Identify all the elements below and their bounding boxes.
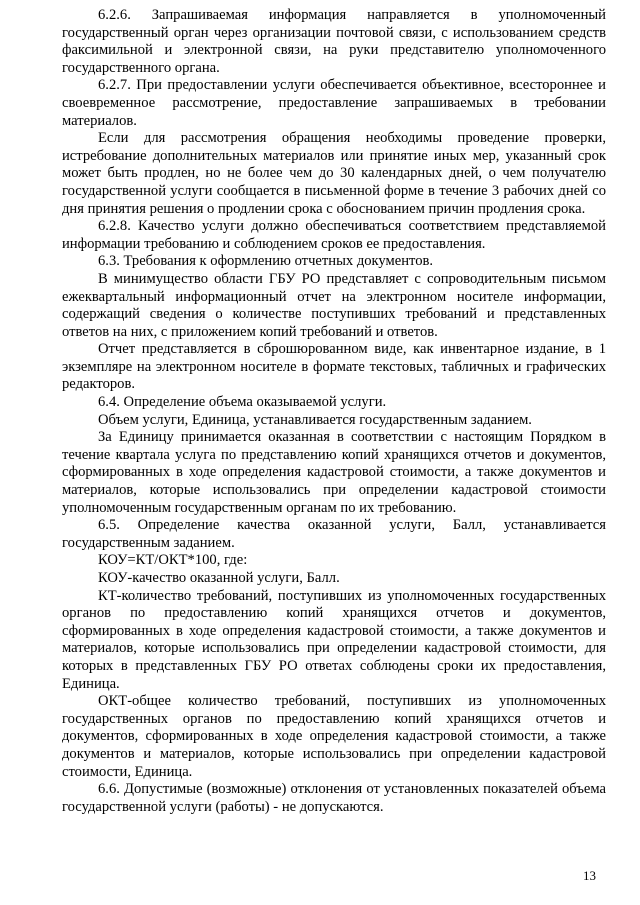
paragraph-6-4-heading: 6.4. Определение объема оказываемой услуги. <box>98 394 387 411</box>
page-number: 13 <box>583 868 596 883</box>
paragraph-6-3-heading: 6.3. Требования к оформлению отчетных документов. <box>98 253 434 270</box>
formula-kou: КОУ=КТ/ОКТ*100, где: <box>98 552 248 569</box>
paragraph-6-5: 6.5. Определение качества оказанной услуги, Балл, устанавливается государственным заданием. <box>62 517 606 551</box>
paragraph-6-2-7: 6.2.7. При предоставлении услуги обеспечивается объективное, всестороннее и своевременное рассмотрение, предоставление запрашиваемых в требовании материалов. <box>62 77 606 129</box>
definition-okt: ОКТ-общее количество требований, поступивших из уполномоченных государственных органов по предоставлению копий хранящихся отчетов и документов, сформированных в ходе определения кадастровой стоимости, а также документов и материалов, которые использовались при определении кадастровой стоимости, Единица. <box>62 693 606 780</box>
paragraph-report-submission: В минимущество области ГБУ РО представляет с сопроводительным письмом ежеквартальный информационный отчет на электронном носителе информации, содержащий сведения о количестве поступивших требований и представленных ответов на них, с приложением копий требований и ответов. <box>62 270 606 340</box>
paragraph-6-2-6: 6.2.6. Запрашиваемая информация направляется в уполномоченный государственный орган через организации почтовой связи, с использованием средств факсимильной и электронной связи, на руки представителю уполномоченного государственного органа. <box>62 7 606 76</box>
paragraph-report-format: Отчет представляется в сброшюрованном виде, как инвентарное издание, в 1 экземпляре на электронном носителе в формате текстовых, табличных и графических редакторов. <box>62 341 606 393</box>
paragraph-unit-definition: За Единицу принимается оказанная в соответствии с настоящим Порядком в течение квартала услуга по представлению копий хранящихся отчетов и документов, сформированных в ходе определения кадастровой стоимости, а также документов и материалов, которые использовались при определении кадастровой стоимости уполномоченным государственным органам по их требованию. <box>62 429 606 516</box>
definition-kou: КОУ-качество оказанной услуги, Балл. <box>98 570 340 586</box>
paragraph-extension: Если для рассмотрения обращения необходимы проведение проверки, истребование дополнительных материалов или принятие иных мер, указанный срок может быть продлен, но не более чем до 30 календарных дней, о чем получателю государственной услуги сообщается в письменной форме в течение 3 рабочих дней со дня принятия решения о продлении срока с обоснованием причин продления срока. <box>62 130 606 217</box>
paragraph-volume: Объем услуги, Единица, устанавливается государственным заданием. <box>98 411 532 428</box>
document-body <box>62 7 606 816</box>
definition-kt: КТ-количество требований, поступивших из уполномоченных государственных органов по предоставлению копий хранящихся отчетов и документов, сформированных в ходе определения кадастровой стоимости, а также документов и материалов, которые использовались при определении кадастровой стоимости, для которых в представленных ГБУ РО ответах соблюдены сроки их предоставления, Единица. <box>62 587 606 692</box>
paragraph-6-2-8: 6.2.8. Качество услуги должно обеспечиваться соответствием представляемой информации требованию и соблюдением сроков ее предоставления. <box>62 218 606 252</box>
paragraph-6-6: 6.6. Допустимые (возможные) отклонения от установленных показателей объема государственной услуги (работы) - не допускаются. <box>62 781 606 815</box>
